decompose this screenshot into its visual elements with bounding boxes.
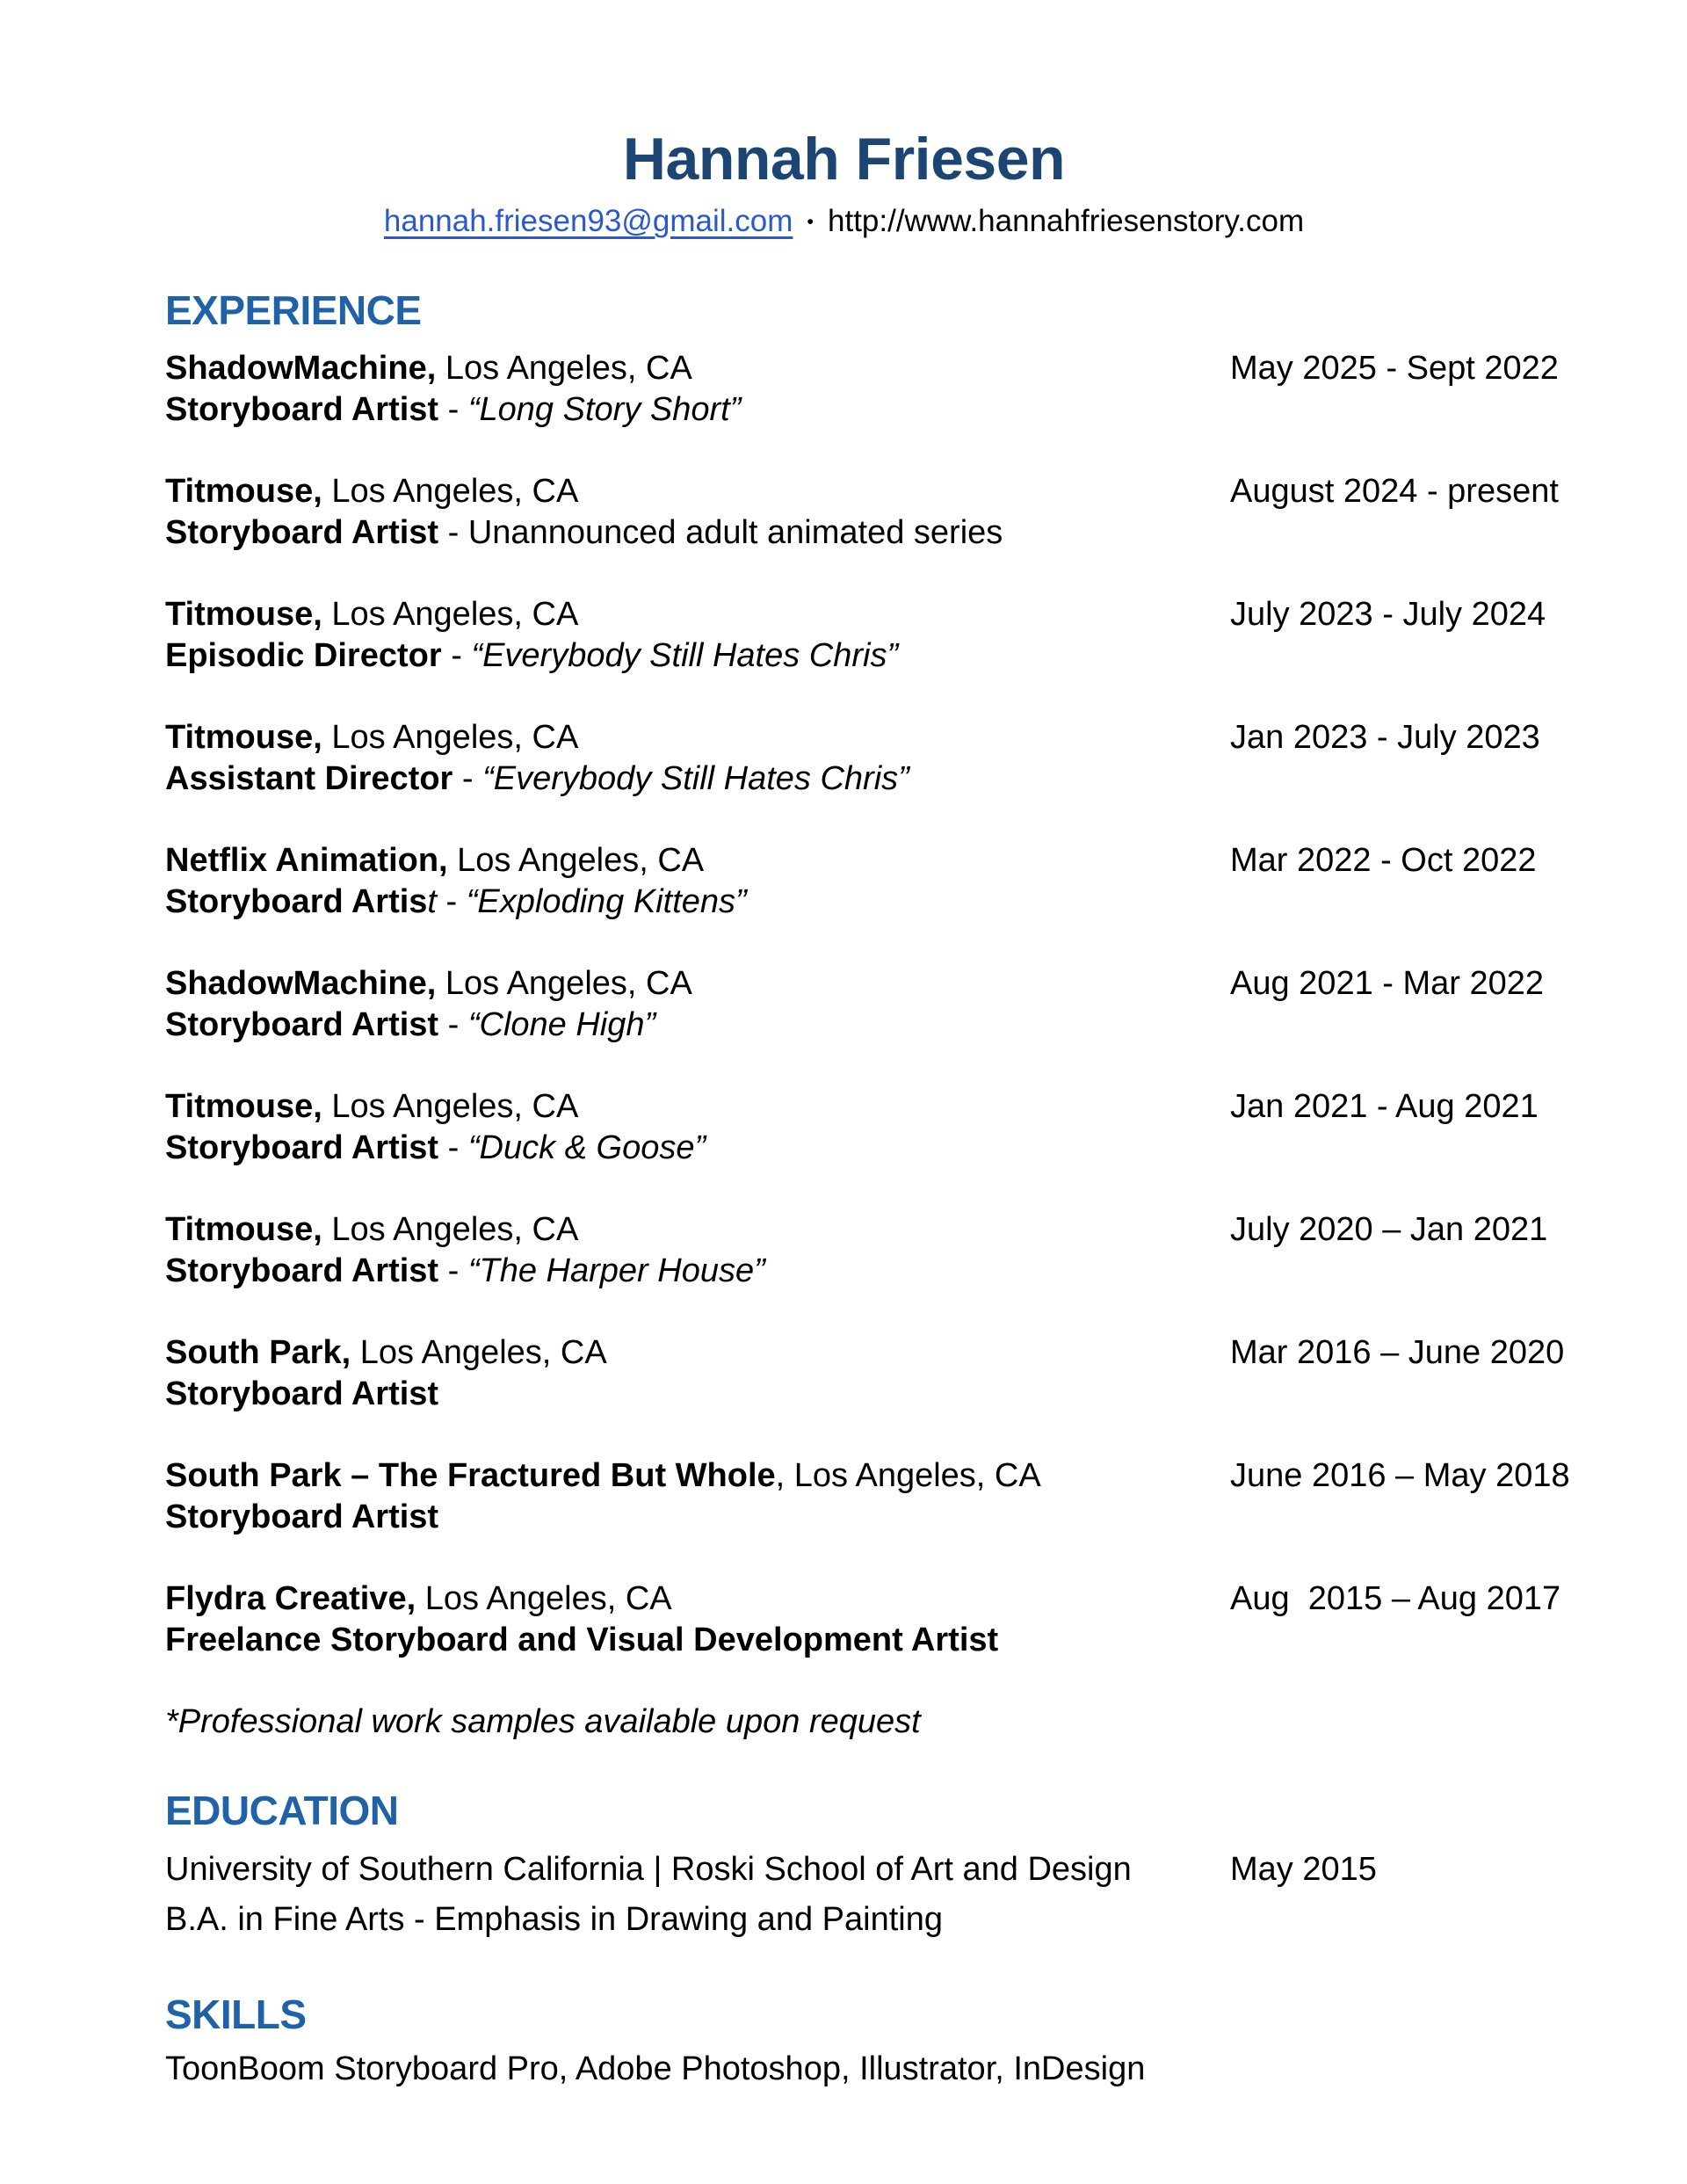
role-title: Episodic Director xyxy=(165,637,442,675)
company-name: Titmouse, xyxy=(165,719,322,757)
role-detail: “Long Story Short” xyxy=(467,391,742,429)
role-title: Storyboard Artist xyxy=(165,1006,439,1044)
company-location: , Los Angeles, CA xyxy=(775,1457,1041,1495)
role-detail: “Everybody Still Hates Chris” xyxy=(482,760,909,798)
role-detail: “The Harper House” xyxy=(467,1252,765,1290)
entry-company-row xyxy=(165,1455,1570,1497)
experience-entry xyxy=(165,1209,1548,1292)
company-name: Flydra Creative, xyxy=(165,1580,416,1618)
role-separator: - xyxy=(453,760,483,798)
experience-entry xyxy=(165,471,1559,554)
company-location: Los Angeles, CA xyxy=(416,1580,672,1618)
education-title: EDUCATION xyxy=(165,1788,399,1834)
website-url: http://www.hannahfriesenstory.com xyxy=(828,204,1305,239)
entry-role-row xyxy=(165,758,1523,800)
entry-company-row xyxy=(165,963,1545,1005)
entry-role-row xyxy=(165,1374,1523,1415)
role-detail: Unannounced adult animated series xyxy=(467,514,1003,552)
entry-date: Mar 2016 – June 2020 xyxy=(1230,1334,1565,1372)
role-separator: - xyxy=(438,514,468,552)
experience-entry xyxy=(165,963,1545,1046)
entry-date: July 2023 - July 2024 xyxy=(1230,596,1546,634)
experience-entry xyxy=(165,1332,1565,1415)
entry-company-row xyxy=(165,1332,1565,1374)
entry-date: Aug 2015 – Aug 2017 xyxy=(1230,1580,1561,1618)
entry-company-row xyxy=(165,1578,1561,1620)
entry-role-row xyxy=(165,1497,1523,1538)
company-location: Los Angeles, CA xyxy=(447,842,705,880)
role-separator: - xyxy=(441,637,472,675)
role-title: Storyboard Artist xyxy=(165,1498,439,1536)
role-detail: “Everybody Still Hates Chris” xyxy=(471,637,899,675)
skills-title: SKILLS xyxy=(165,1992,307,2038)
experience-title: EXPERIENCE xyxy=(165,287,422,334)
section-experience xyxy=(165,287,1570,1743)
entry-role-row xyxy=(165,635,1523,677)
company-name: South Park, xyxy=(165,1334,351,1372)
work-samples-footnote: *Professional work samples available upon request xyxy=(165,1703,921,1741)
company-name: Titmouse, xyxy=(165,1088,322,1126)
company-location: Los Angeles, CA xyxy=(436,965,692,1003)
entry-company-row xyxy=(165,717,1540,758)
entry-company-row xyxy=(165,840,1537,882)
role-title: Storyboard Artist xyxy=(165,1375,439,1413)
entry-date: Mar 2022 - Oct 2022 xyxy=(1230,842,1537,880)
company-location: Los Angeles, CA xyxy=(351,1334,607,1372)
separator-dot: • xyxy=(807,210,814,233)
entry-company-row xyxy=(165,1086,1539,1128)
education-degree: B.A. in Fine Arts - Emphasis in Drawing and Painting xyxy=(165,1901,943,1939)
experience-entry xyxy=(165,717,1540,800)
experience-entry xyxy=(165,1086,1539,1169)
company-name: Titmouse, xyxy=(165,1211,322,1249)
person-name: Hannah Friesen xyxy=(622,126,1066,192)
role-title: Storyboard Artist xyxy=(165,1252,439,1290)
education-date: May 2015 xyxy=(1230,1851,1377,1889)
experience-entry xyxy=(165,1455,1570,1538)
entry-company-row xyxy=(165,471,1559,512)
role-title: Storyboard Artist xyxy=(165,514,439,552)
company-name: Titmouse, xyxy=(165,473,322,511)
entry-company-row xyxy=(165,1209,1548,1251)
entry-role-row xyxy=(165,389,1523,431)
section-education xyxy=(165,1787,1523,1945)
role-separator: - xyxy=(438,1006,468,1044)
entry-date: Jan 2023 - July 2023 xyxy=(1230,719,1540,757)
company-location: Los Angeles, CA xyxy=(322,473,579,511)
entry-role-row xyxy=(165,512,1523,554)
email-link[interactable]: hannah.friesen93@gmail.com xyxy=(383,204,793,239)
role-title: Storyboard Artis xyxy=(165,883,428,921)
entry-role-row xyxy=(165,882,1523,923)
role-separator: - xyxy=(436,883,467,921)
role-detail: “Clone High” xyxy=(467,1006,656,1044)
entry-role-row xyxy=(165,1128,1523,1169)
role-detail: “Exploding Kittens” xyxy=(466,883,747,921)
entry-date: May 2025 - Sept 2022 xyxy=(1230,350,1559,388)
entry-date: July 2020 – Jan 2021 xyxy=(1230,1211,1548,1249)
role-separator: - xyxy=(438,1252,468,1290)
entry-company-row xyxy=(165,594,1546,635)
role-title: Storyboard Artist xyxy=(165,1129,439,1167)
role-title-tail: t xyxy=(427,883,437,921)
experience-entry xyxy=(165,348,1559,431)
section-skills xyxy=(165,1991,1523,2090)
experience-entry xyxy=(165,840,1537,923)
role-separator: - xyxy=(438,391,468,429)
experience-entry xyxy=(165,1578,1561,1661)
skills-list: ToonBoom Storyboard Pro, Adobe Photoshop, Illustrator, InDesign xyxy=(165,2050,1146,2088)
company-location: Los Angeles, CA xyxy=(436,350,692,388)
education-school-row xyxy=(165,1845,1523,1895)
company-name: ShadowMachine, xyxy=(165,965,437,1003)
role-title: Storyboard Artist xyxy=(165,391,439,429)
entry-date: Jan 2021 - Aug 2021 xyxy=(1230,1088,1539,1126)
experience-entries xyxy=(165,348,1570,1661)
contact-line xyxy=(165,202,1523,241)
entry-role-row xyxy=(165,1251,1523,1292)
entry-date: Aug 2021 - Mar 2022 xyxy=(1230,965,1545,1003)
entry-role-row xyxy=(165,1005,1523,1046)
company-name: Titmouse, xyxy=(165,596,322,634)
company-name: Netflix Animation, xyxy=(165,842,448,880)
resume-header xyxy=(165,0,1523,241)
company-location: Los Angeles, CA xyxy=(322,596,579,634)
company-location: Los Angeles, CA xyxy=(322,1088,579,1126)
company-name: South Park – The Fractured But Whole xyxy=(165,1457,776,1495)
role-detail: “Duck & Goose” xyxy=(467,1129,706,1167)
company-location: Los Angeles, CA xyxy=(322,719,579,757)
company-location: Los Angeles, CA xyxy=(322,1211,579,1249)
entry-date: August 2024 - present xyxy=(1230,473,1559,511)
role-title: Assistant Director xyxy=(165,760,453,798)
role-title: Freelance Storyboard and Visual Development Artist xyxy=(165,1622,999,1659)
role-separator: - xyxy=(438,1129,468,1167)
company-name: ShadowMachine, xyxy=(165,350,437,388)
entry-role-row xyxy=(165,1620,1523,1661)
entry-date: June 2016 – May 2018 xyxy=(1230,1457,1570,1495)
school-name: University of Southern California | Roski School of Art and Design xyxy=(165,1851,1132,1889)
entry-company-row xyxy=(165,348,1559,389)
experience-entry xyxy=(165,594,1546,677)
